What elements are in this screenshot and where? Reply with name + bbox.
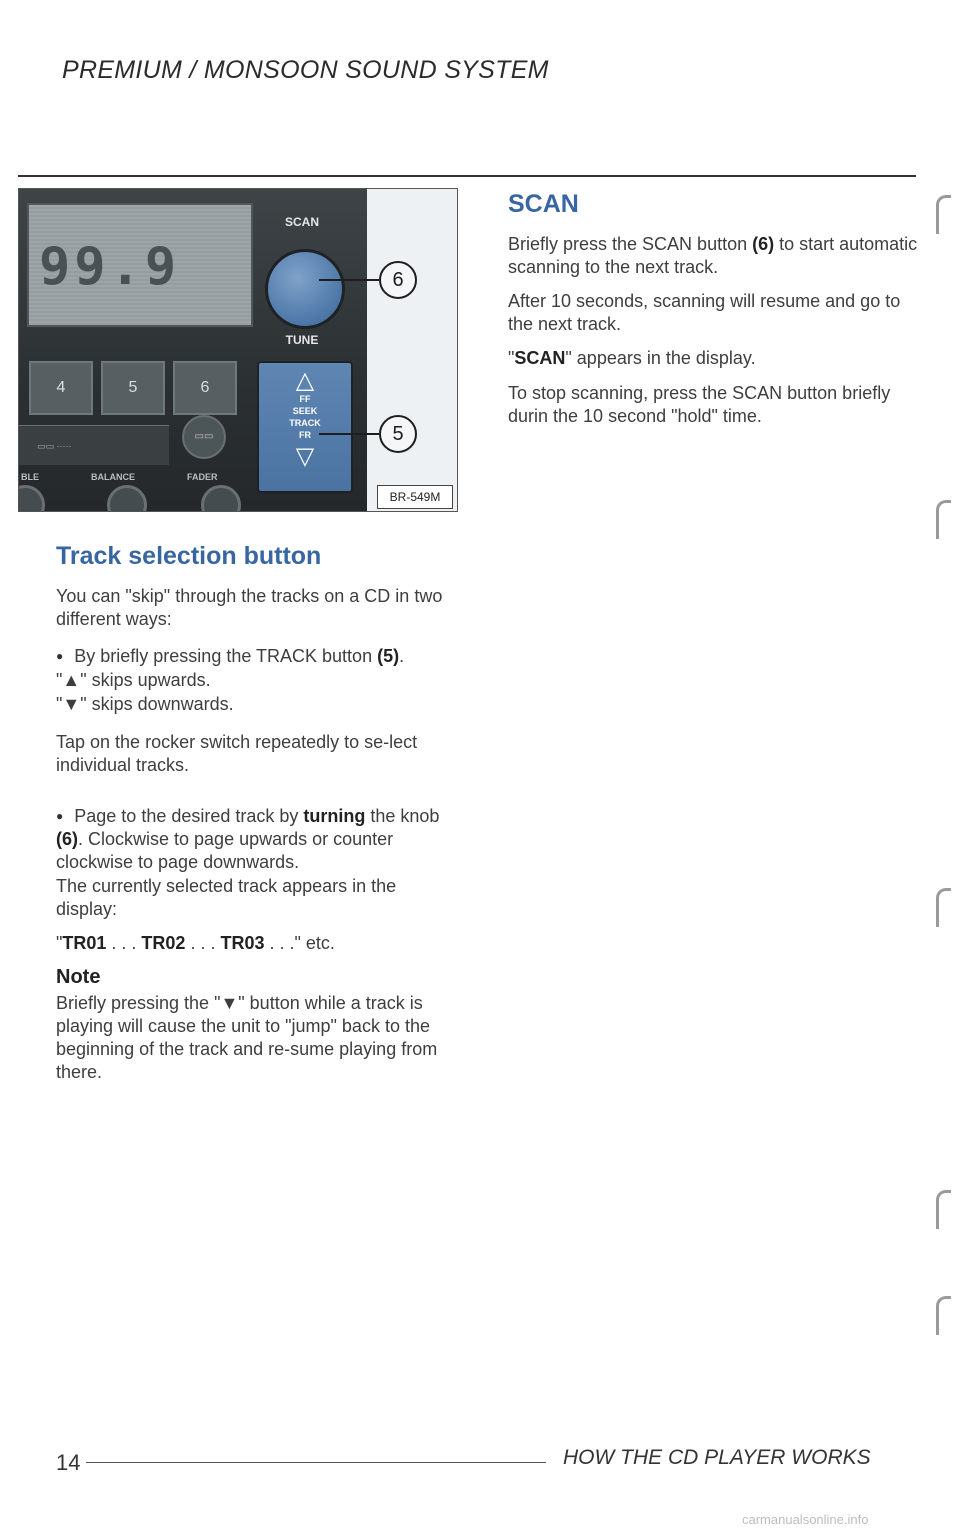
callout-6-line [319, 279, 379, 281]
rocker-ff-label: FF [299, 394, 311, 404]
button-ref-5: (5) [377, 646, 400, 666]
knob-ref-6: (6) [56, 829, 78, 849]
scan-start-pre: Briefly press the SCAN button [508, 234, 753, 254]
track-bullet-pressing [56, 645, 466, 668]
track-intro-text: You can "skip" through the tracks on a CD in two different ways: [56, 586, 443, 629]
cd-slot: ▭▭ ····· [19, 425, 169, 465]
sequence-separator: . . . [185, 933, 221, 953]
track-bullet-turning [56, 805, 456, 874]
skip-down-text: "▼" skips downwards. [56, 694, 234, 714]
track-code-tr03: TR03 [220, 933, 265, 953]
watermark: carmanualsonline.info [742, 1512, 869, 1527]
scan-resume-text: After 10 seconds, scanning will resume and go to the next track. [508, 291, 901, 334]
tune-label: TUNE [285, 333, 319, 347]
dolby-button: ▭▭ [182, 415, 226, 459]
track-sequence [56, 932, 456, 955]
radio-display [27, 203, 253, 327]
callout-5-marker: 5 [379, 415, 417, 453]
scan-button-ref-6: (6) [752, 234, 775, 254]
balance-label: BALANCE [91, 472, 135, 482]
scan-label: SCAN [284, 215, 319, 229]
preset-button-4: 4 [29, 361, 93, 415]
fader-knob [201, 485, 241, 512]
scan-display-code: SCAN [514, 348, 566, 368]
turning-emphasis: turning [303, 806, 366, 826]
sequence-separator: . . . [106, 933, 142, 953]
sequence-open-quote: " [56, 933, 63, 953]
margin-mark [936, 888, 951, 927]
rocker-up-icon: △ [295, 367, 315, 394]
bass-knob [18, 485, 45, 512]
track-code-tr02: TR02 [141, 933, 186, 953]
page-header-title: PREMIUM / MONSOON SOUND SYSTEM [62, 56, 549, 84]
skip-up-text: "▲" skips upwards. [56, 670, 211, 690]
rocker-track-label: TRACK [289, 418, 321, 428]
rocker-down-icon: ▽ [295, 443, 315, 470]
note-heading: Note [56, 966, 101, 988]
ble-label: BLE [21, 472, 39, 482]
scan-display-post: " appears in the display. [565, 348, 756, 368]
header-divider [18, 175, 916, 177]
display-frequency: 99.9 [39, 237, 181, 297]
scan-display-text [508, 347, 924, 370]
current-track-text: The currently selected track appears in the display: [56, 876, 397, 919]
rocker-fr-label: FR [299, 430, 311, 440]
sequence-end: . . ." etc. [264, 933, 335, 953]
margin-mark [936, 1296, 951, 1335]
margin-mark [936, 195, 951, 234]
margin-mark [936, 500, 951, 539]
bullet-turning-text: Page to the desired track by [74, 806, 304, 826]
page-number: 14 [56, 1450, 81, 1475]
rocker-seek-label: SEEK [292, 406, 318, 416]
callout-5-line [319, 433, 379, 435]
preset-button-5: 5 [101, 361, 165, 415]
track-rocker-switch [257, 361, 353, 493]
scan-display-open-quote: " [508, 348, 515, 368]
footer-rule [86, 1462, 546, 1463]
margin-mark [936, 1190, 951, 1229]
track-selection-heading: Track selection button [56, 542, 322, 570]
scan-start-text [508, 233, 924, 279]
track-code-tr01: TR01 [62, 933, 107, 953]
scan-stop-text: To stop scanning, press the SCAN button briefly durin the 10 second "hold" time. [508, 383, 891, 426]
note-text: Briefly pressing the "▼" button while a track is playing will cause the unit to "jump" back to the beginning of the track and re-sume playing from there. [56, 993, 438, 1082]
scan-heading: SCAN [508, 190, 579, 218]
preset-button-6: 6 [173, 361, 237, 415]
scan-start-post: to start automatic scanning to the next track. [508, 234, 918, 277]
balance-knob [107, 485, 147, 512]
scan-tune-knob [265, 249, 345, 329]
bullet-pressing-end: . [399, 646, 405, 666]
fader-label: FADER [187, 472, 218, 482]
footer-section-title: HOW THE CD PLAYER WORKS [563, 1446, 871, 1469]
radio-panel-figure [18, 188, 458, 512]
callout-6-marker: 6 [379, 261, 417, 299]
bullet-turning-end: . Clockwise to page upwards or counter clockwise to page downwards. [56, 829, 394, 872]
rocker-tap-text: Tap on the rocker switch repeatedly to se-lect individual tracks. [56, 732, 418, 775]
radio-faceplate [19, 189, 367, 511]
bullet-turning-mid: the knob [365, 806, 440, 826]
bullet-pressing-text: By briefly pressing the TRACK button [74, 646, 378, 666]
figure-id-label: BR-549M [377, 485, 453, 509]
